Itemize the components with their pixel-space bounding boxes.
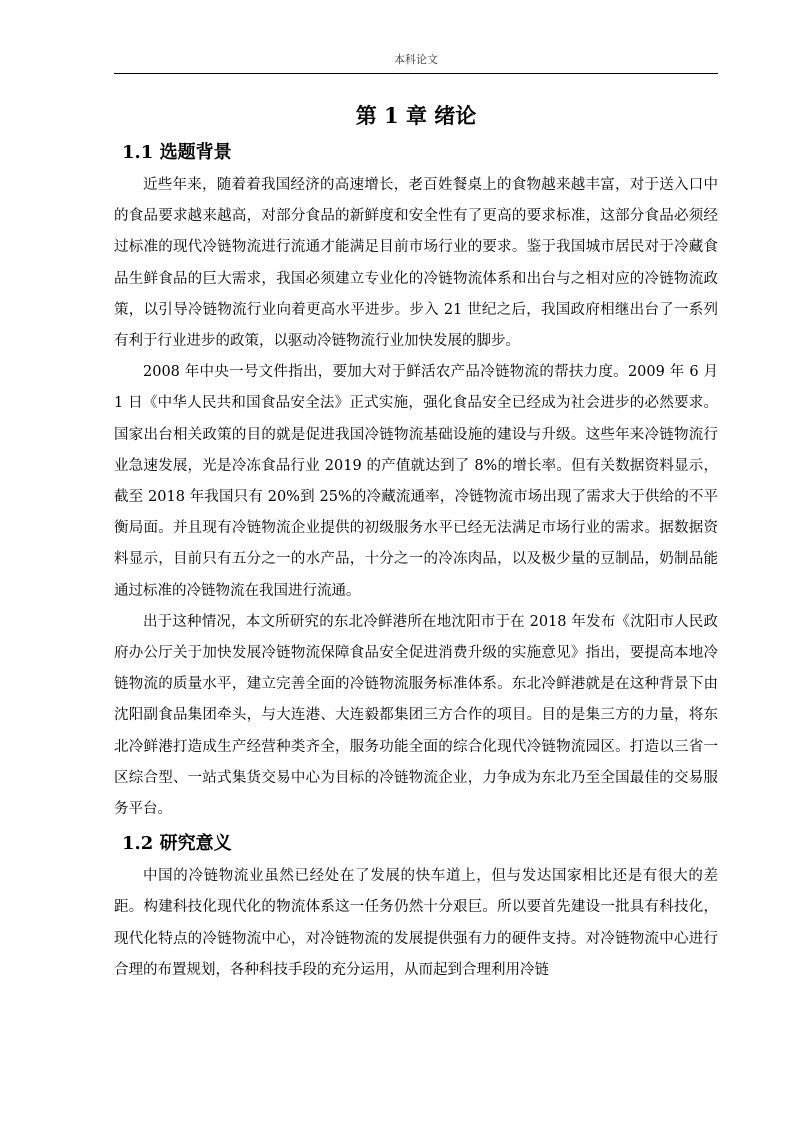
page-body (114, 98, 718, 986)
paragraph: 出于这种情况，本文所研究的东北冷鲜港所在地沈阳市于在 2018 年发布《沈阳市人民政府办公厅关于加快发展冷链物流保障食品安全促进消费升级的实施意见》指出，要提高本地冷链物流的质量水平，建立完善全面的冷链物流服务标准体系。东北冷鲜港就是在这种背景下由沈阳副食品集团牵头，与大连港、大连毅都集团三方合作的项目。目的是集三方的力量，将东北冷鲜港打造成生产经营种类齐全，服务功能全面的综合化现代冷链物流园区。打造以三省一区综合型、一站式集货交易中心为目标的冷链物流企业，力争成为东北乃至全国最佳的交易服务平台。 (114, 613, 718, 818)
running-header: 本科论文 (394, 53, 438, 66)
section-title-1-2: 1.2 研究意义 (122, 833, 232, 855)
paragraph: 近些年来，随着着我国经济的高速增长，老百姓餐桌上的食物越来越丰富，对于送入口中的食品要求越来越高，对部分食品的新鲜度和安全性有了更高的要求标准，这部分食品必须经过标准的现代冷链物流进行流通才能满足目前市场行业的要求。鉴于我国城市居民对于冷藏食品生鲜食品的巨大需求，我国必须建立专业化的冷链物流体系和出台与之相对应的冷链物流政策，以引导冷链物流行业向着更高水平进步。步入 21 世纪之后，我国政府相继出台了一系列有利于行业进步的政策，以驱动冷链物流行业加快发展的脚步。 (114, 177, 718, 350)
paragraph: 中国的冷链物流业虽然已经处在了发展的快车道上，但与发达国家相比还是有很大的差距。构建科技化现代化的物流体系这一任务仍然十分艰巨。所以要首先建设一批具有科技化，现代化特点的冷链物流中心，对冷链物流的发展提供强有力的硬件支持。对冷链物流中心进行合理的布置规划，各种科技手段的充分运用，从而起到合理利用冷链 (114, 868, 718, 978)
paragraph: 2008 年中央一号文件指出，要加大对于鲜活农产品冷链物流的帮扶力度。2009 年 6 月 1 日《中华人民共和国食品安全法》正式实施，强化食品安全已经成为社会进步的必然要求。国家出台相关政策的目的就是促进我国冷链物流基础设施的建设与升级。这些年来冷链物流行业急速发展，光是冷冻食品行业 2019 的产值就达到了 8%的增长率。但有关数据资料显示，截至 2018 年我国只有 20%到 25%的冷藏流通率，冷链物流市场出现了需求大于供给的不平衡局面。并且现有冷链物流企业提供的初级服务水平已经无法满足市场行业的需求。据数据资料显示，目前只有五分之一的水产品，十分之一的冷冻肉品，以及极少量的豆制品，奶制品能通过标准的冷链物流在我国进行流通。 (114, 364, 718, 599)
section-title-1-1: 1.1 选题背景 (122, 142, 232, 163)
header-rule (114, 73, 718, 74)
chapter-title: 第 1 章 绪论 (355, 103, 477, 128)
